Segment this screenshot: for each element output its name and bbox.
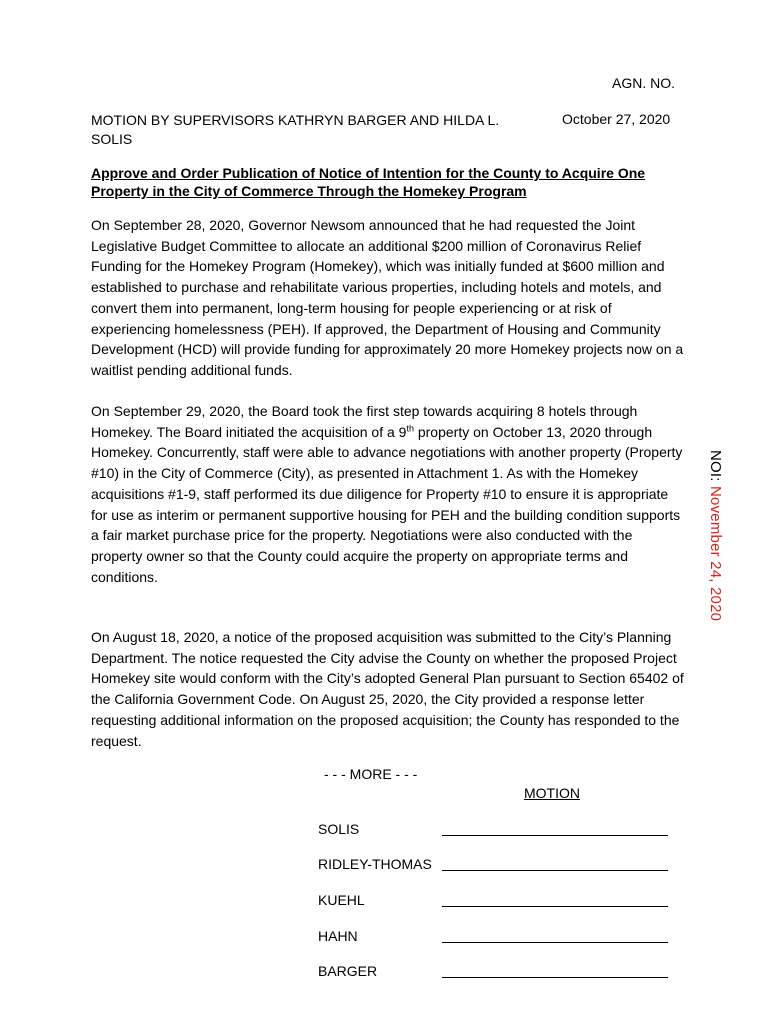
signature-line — [442, 906, 668, 907]
motion-date: October 27, 2020 — [562, 111, 671, 127]
signature-line — [442, 835, 668, 836]
ordinal-superscript: th — [406, 423, 414, 434]
more-indicator: - - - MORE - - - — [324, 766, 418, 782]
signature-line — [442, 870, 668, 871]
supervisor-name: KUEHL — [318, 892, 365, 908]
motion-by-supervisors: MOTION BY SUPERVISORS KATHRYN BARGER AND HILDA L. SOLIS — [91, 112, 500, 147]
signature-line — [442, 942, 668, 943]
vote-row-ridley-thomas — [318, 856, 442, 872]
paragraph-2 — [91, 401, 687, 587]
supervisor-name: BARGER — [318, 963, 378, 979]
paragraph-2-part-1: On September 29, 2020, the Board took the first step towards acquiring 8 hotels through Homekey. The Board initiated the acquisition of a 9 — [91, 403, 638, 440]
agenda-number: AGN. NO. — [612, 75, 676, 91]
vote-row-hahn — [318, 928, 442, 944]
paragraph-1: On September 28, 2020, Governor Newsom announced that he had requested the Joint Legislative Budget Committee to allocate an additional $200 million of Coronavirus Relief Funding for the Homekey Program (Homekey), which was initially funded at $600 million and established to purchase and rehabilitate various properties, including hotels and motels, and convert them into permanent, long-term housing for people experiencing or at risk of experiencing homelessness (PEH). If approved, the Department of Housing and Community Development (HCD) will provide funding for approximately 20 more Homekey projects now on a waitlist pending additional funds. — [91, 217, 684, 378]
paragraph-2-part-2: property on October 13, 2020 through Homekey. Concurrently, staff were able to advance negotiations with another property (Property #10) in the City of Commerce (City), as presented in Attachment 1. As with the Homekey acquisitions #1-9, staff performed its due diligence for Property #10 to ensure it is appropriate for use as interim or permanent supportive housing for PEH and the building condition supports a fair market purchase price for the property. Negotiations were also conducted with the property owner so that the County could acquire the property on appropriate terms and conditions. — [91, 423, 683, 585]
supervisor-name: SOLIS — [318, 821, 360, 837]
signature-line — [442, 977, 668, 978]
vote-row-solis — [318, 821, 442, 837]
noi-date-stamp — [707, 450, 724, 621]
vote-row-barger — [318, 963, 442, 979]
noi-stamp-prefix: NOI: — [707, 450, 724, 487]
motion-vote-heading: MOTION — [524, 785, 580, 801]
supervisor-name: RIDLEY-THOMAS — [318, 856, 432, 872]
paragraph-3: On August 18, 2020, a notice of the proposed acquisition was submitted to the City’s Planning Department. The notice requested the City advise the County on whether the proposed Project Homekey site would conform with the City’s adopted General Plan pursuant to Section 65402 of the California Government Code. On August 25, 2020, the City provided a response letter requesting additional information on the proposed acquisition; the County has responded to the request. — [91, 629, 684, 749]
motion-title: Approve and Order Publication of Notice of Intention for the County to Acquire One Property in the City of Commerce Through the Homekey Program — [91, 165, 646, 199]
supervisor-name: HAHN — [318, 928, 358, 944]
noi-stamp-date: November 24, 2020 — [707, 486, 724, 622]
vote-row-kuehl — [318, 892, 442, 908]
